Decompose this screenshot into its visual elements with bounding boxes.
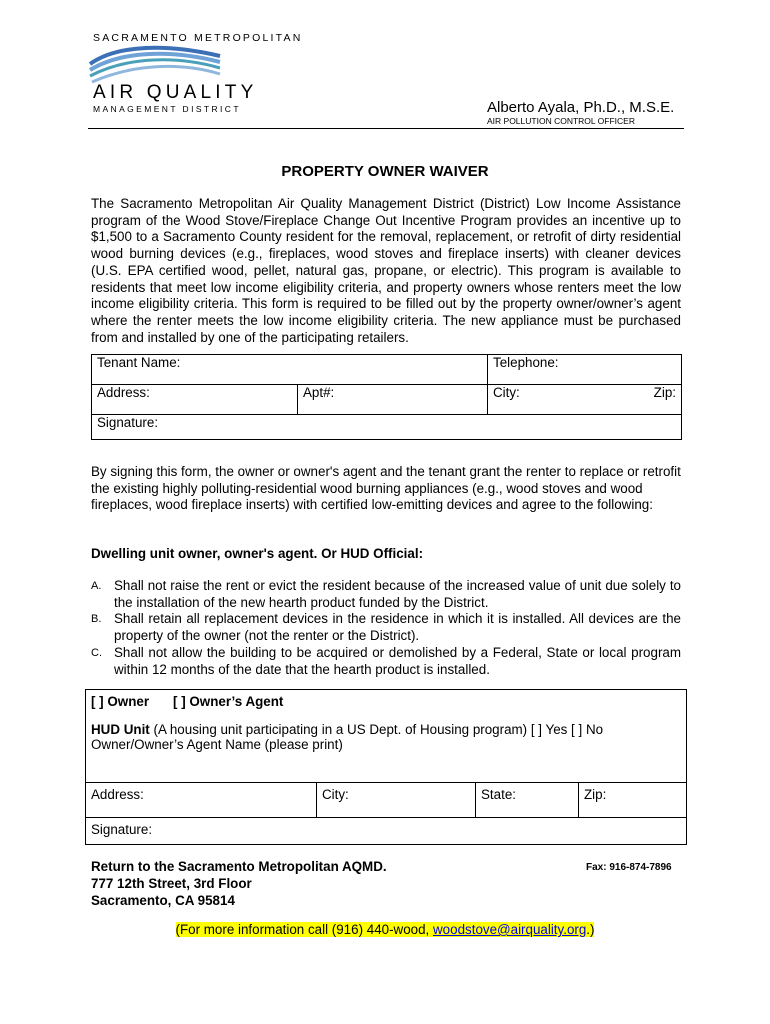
logo-swoosh-graphic: [88, 42, 223, 86]
page-title: PROPERTY OWNER WAIVER: [281, 163, 489, 180]
owner-signature-field[interactable]: [86, 818, 687, 845]
officer-name: Alberto Ayala, Ph.D., M.S.E.: [487, 99, 675, 116]
hud-unit-options[interactable]: (A housing unit participating in a US Dept. of Housing program) [ ] Yes [ ] No: [149, 722, 604, 737]
tenant-signature-label: Signature:: [97, 415, 159, 430]
list-item: [91, 611, 681, 644]
return-line-2: 777 12th Street, 3rd Floor: [91, 876, 252, 891]
apt-label: Apt#:: [303, 385, 335, 400]
fax-number: Fax: 916-874-7896: [586, 862, 672, 873]
conditions-list: [91, 578, 681, 678]
tenant-address-label: Address:: [97, 385, 150, 400]
info-suffix: .): [586, 922, 595, 937]
tenant-signature-field[interactable]: [92, 415, 682, 440]
telephone-field[interactable]: [488, 355, 682, 385]
list-marker: B.: [91, 613, 102, 626]
owner-zip-label: Zip:: [584, 787, 607, 802]
owner-zip-field[interactable]: [579, 783, 687, 818]
list-marker: C.: [91, 646, 102, 659]
owner-form: [85, 689, 687, 845]
tenant-name-label: Tenant Name:: [97, 355, 181, 370]
return-line-1: Return to the Sacramento Metropolitan AQMD.: [91, 859, 387, 874]
tenant-address-field[interactable]: [92, 385, 298, 415]
owner-signature-label: Signature:: [91, 822, 153, 837]
email-link[interactable]: woodstove@airquality.org: [433, 922, 587, 937]
info-highlight: [176, 922, 595, 937]
condition-text: Shall not raise the rent or evict the resident because of the increased value of unit due solely to the installation of the new hearth product funded by the District.: [114, 578, 681, 610]
tenant-city-zip-field[interactable]: [488, 385, 682, 415]
officer-title: AIR POLLUTION CONTROL OFFICER: [487, 116, 635, 126]
return-line-3: Sacramento, CA 95814: [91, 893, 235, 908]
owner-state-field[interactable]: [476, 783, 579, 818]
list-item: [91, 578, 681, 611]
owner-name-label: Owner/Owner’s Agent Name (please print): [91, 737, 343, 752]
owner-city-label: City:: [322, 787, 349, 802]
agreement-paragraph: By signing this form, the owner or owner's agent and the tenant grant the renter to replace or retrofit the existing highly polluting-residential wood burning appliances (e.g., wood stoves and wood fireplaces, wood fireplace inserts) with certified low-emitting devices and agree to the following:: [91, 464, 681, 513]
header-divider: [88, 128, 684, 129]
list-item: [91, 645, 681, 678]
owners-agent-checkbox[interactable]: [ ] Owner’s Agent: [173, 694, 284, 709]
owner-address-field[interactable]: [86, 783, 317, 818]
owner-name-field[interactable]: [91, 737, 681, 752]
owner-address-label: Address:: [91, 787, 144, 802]
owner-info-block: [86, 690, 687, 783]
intro-paragraph: The Sacramento Metropolitan Air Quality Management District (District) Low Income Assistance program of the Wood Stove/Fireplace Change Out Incentive Program provides an incentive up to $1,500 to a Sacramento County resident for the removal, replacement, or retrofit of dirty residential wood burning devices (e.g., fireplaces, wood stoves and fireplace inserts) with cleaner devices (U.S. EPA certified wood, pellet, natural gas, propane, or electric). This program is available to residents that meet low income eligibility criteria, and property owners whose renters meet the low income eligibility criteria. This form is required to be filled out by the property owner/owner’s agent where the renter meets the low income eligibility criteria. The new appliance must be purchased from and installed by one of the participating retailers.: [91, 196, 681, 345]
tenant-form: [91, 354, 682, 440]
logo-top-text: SACRAMENTO METROPOLITAN: [93, 32, 303, 44]
condition-text: Shall not allow the building to be acquired or demolished by a Federal, State or local program within 12 months of the date that the hearth product is installed.: [114, 644, 681, 677]
owner-checkbox[interactable]: [ ] Owner: [91, 694, 150, 709]
hud-unit-label: HUD Unit: [91, 722, 150, 737]
owner-state-label: State:: [481, 787, 516, 802]
logo-sub-text: MANAGEMENT DISTRICT: [93, 104, 241, 114]
return-address: [91, 858, 387, 909]
apt-field[interactable]: [298, 385, 488, 415]
tenant-name-field[interactable]: [92, 355, 488, 385]
condition-text: Shall retain all replacement devices in the residence in which it is installed. All devices are the property of the owner (not the renter or the District).: [114, 611, 681, 644]
dwelling-heading: Dwelling unit owner, owner's agent. Or HUD Official:: [91, 546, 424, 561]
owner-city-field[interactable]: [317, 783, 476, 818]
info-prefix: (For more information call (916) 440-wood,: [175, 922, 434, 937]
tenant-zip-label: Zip:: [653, 385, 676, 400]
logo-main-text: AIR QUALITY: [93, 82, 258, 103]
telephone-label: Telephone:: [493, 355, 559, 370]
info-line: [0, 922, 770, 937]
tenant-city-label: City:: [493, 385, 520, 400]
list-marker: A.: [91, 580, 102, 592]
